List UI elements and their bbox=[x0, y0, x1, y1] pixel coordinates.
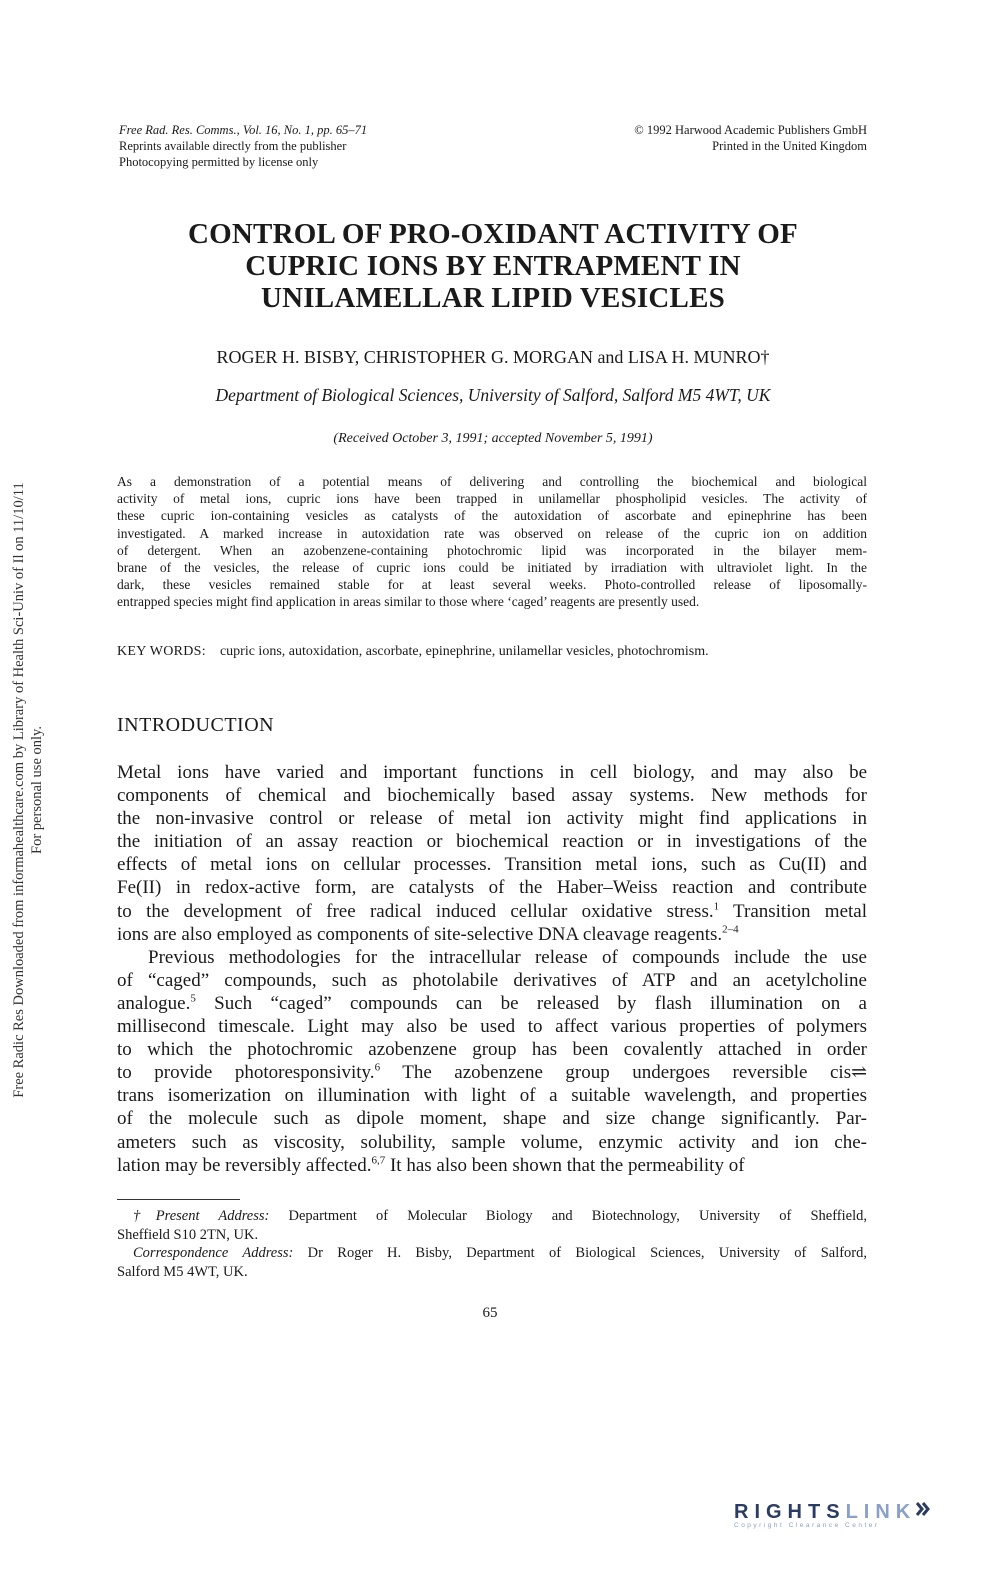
footnotes bbox=[117, 1207, 867, 1281]
abstract-line: these cupric ion-containing vesicles as catalysts of the autoxidation of ascorbate and epinephrine has been bbox=[117, 508, 867, 524]
rightslink-logo[interactable] bbox=[734, 1500, 974, 1540]
body-line: ameters such as viscosity, solubility, sample volume, enzymic activity and ion che- bbox=[117, 1131, 867, 1153]
running-header-right bbox=[520, 122, 867, 154]
body-line: trans isomerization on illumination with light of a suitable wavelength, and properties bbox=[117, 1085, 867, 1107]
received-dates: (Received October 3, 1991; accepted November 5, 1991) bbox=[333, 431, 653, 446]
citation-ref: 6,7 bbox=[371, 1154, 386, 1167]
body-line: to which the photochromic azobenzene group has been covalently attached in order bbox=[117, 1039, 867, 1061]
abstract-line: activity of metal ions, cupric ions have been trapped in unilamellar phospholipid vesicles. The activity of bbox=[117, 491, 867, 507]
rightslink-main: RIGHTS bbox=[734, 1501, 846, 1523]
reprints-note: Reprints available directly from the publisher bbox=[119, 139, 347, 153]
body-line: to the development of free radical induced cellular oxidative stress.$^1$ Transition metal bbox=[117, 900, 867, 922]
body-line: effects of metal ions on cellular processes. Transition metal ions, such as Cu(II) and bbox=[117, 854, 867, 876]
citation-ref: 1 bbox=[713, 900, 720, 913]
body-line: Metal ions have varied and important functions in cell biology, and may also be bbox=[117, 762, 867, 783]
title-line: CONTROL OF PRO-OXIDANT ACTIVITY OF bbox=[188, 218, 798, 250]
body-line: the initiation of an assay reaction or biochemical reaction or in investigations of the bbox=[117, 831, 867, 853]
abstract-line: brane of the vesicles, the release of cupric ions could be initiated by irradiation with ultraviolet light. In the bbox=[117, 560, 867, 576]
personal-use-notice: For personal use only. bbox=[29, 726, 45, 854]
footnote-label: †Present Address: bbox=[133, 1208, 270, 1224]
page-number: 65 bbox=[482, 1305, 498, 1321]
abstract-line: of detergent. When an azobenzene-containing photochromic lipid was incorporated in the bilayer mem- bbox=[117, 542, 867, 558]
footnote-line: Salford M5 4WT, UK. bbox=[117, 1263, 248, 1280]
rightslink-arrow-icon bbox=[912, 1500, 930, 1524]
body-line: the non-invasive control or release of metal ion activity might find applications in bbox=[117, 808, 867, 830]
affiliation: Department of Biological Sciences, University of Salford, Salford M5 4WT, UK bbox=[215, 385, 771, 405]
body-line: of “caged” compounds, such as photolabile derivatives of ATP and an acetylcholine bbox=[117, 969, 867, 991]
copyright-notice: © 1992 Harwood Academic Publishers GmbH bbox=[634, 123, 867, 137]
footnote-present-address: †Present Address: Department of Molecular Biology and Biotechnology, University of Sheffield, bbox=[133, 1208, 867, 1224]
printed-in-note: Printed in the United Kingdom bbox=[712, 139, 867, 153]
keywords-text: cupric ions, autoxidation, ascorbate, epinephrine, unilamellar vesicles, photochromism. bbox=[219, 644, 709, 659]
title-line: CUPRIC IONS BY ENTRAPMENT IN bbox=[245, 250, 741, 282]
body-line: millisecond timescale. Light may also be used to affect various properties of polymers bbox=[117, 1016, 867, 1038]
body-line: lation may be reversibly affected.$^{6,7}$ It has also been shown that the permeability of bbox=[117, 1154, 745, 1176]
section-heading: INTRODUCTION bbox=[117, 714, 275, 736]
photocopy-note: Photocopying permitted by license only bbox=[119, 155, 319, 169]
footnote-label: Correspondence Address: bbox=[133, 1245, 294, 1261]
body-line: Previous methodologies for the intracellular release of compounds include the use bbox=[148, 946, 867, 968]
abstract-line: investigated. A marked increase in autoxidation rate was observed on release of the cupric ion on addition bbox=[117, 525, 867, 541]
abstract-line: dark, these vesicles remained stable for at least several weeks. Photo-controlled release of liposomally- bbox=[117, 577, 867, 593]
article-title bbox=[100, 218, 886, 314]
keywords bbox=[117, 643, 867, 661]
abstract-line: As a demonstration of a potential means of delivering and controlling the biochemical and biological bbox=[117, 474, 867, 489]
rightslink-link: LINK bbox=[845, 1501, 917, 1523]
body-line: ions are also employed as components of site-selective DNA cleavage reagents.$^{2-4}$ bbox=[117, 923, 739, 945]
citation-ref: 5 bbox=[190, 992, 196, 1005]
footnote-correspondence: Correspondence Address: Dr Roger H. Bisby, Department of Biological Sciences, University of Salford, bbox=[133, 1245, 868, 1261]
title-line: UNILAMELLAR LIPID VESICLES bbox=[261, 282, 725, 314]
body-line: of the molecule such as dipole moment, shape and size change significantly. Par- bbox=[117, 1108, 867, 1130]
keywords-label: KEY WORDS: bbox=[117, 644, 206, 659]
body-line: analogue.$^5$ Such “caged” compounds can be released by flash illumination on a bbox=[117, 992, 867, 1014]
body-line: to provide photoresponsivity.$^6$ The azobenzene group undergoes reversible cis⇌ bbox=[117, 1061, 868, 1084]
body-line: components of chemical and biochemically based assay systems. New methods for bbox=[117, 785, 867, 807]
abstract bbox=[117, 473, 867, 611]
footnote-divider bbox=[117, 1199, 240, 1200]
introduction-body bbox=[117, 761, 867, 1177]
footnote-line: Sheffield S10 2TN, UK. bbox=[117, 1226, 259, 1243]
download-watermark bbox=[10, 440, 50, 1140]
download-notice: Free Radic Res Downloaded from informahealthcare.com by Library of Health Sci-Univ of Il on 11/10/11 bbox=[11, 482, 27, 1098]
author-list: ROGER H. BISBY, CHRISTOPHER G. MORGAN and LISA H. MUNRO† bbox=[216, 347, 770, 367]
abstract-line: entrapped species might find application in areas similar to those where ‘caged’ reagents are presently used. bbox=[117, 594, 700, 610]
running-header-left bbox=[119, 122, 539, 170]
citation-ref: 2–4 bbox=[722, 923, 739, 936]
journal-citation: Free Rad. Res. Comms., Vol. 16, No. 1, pp. 65–71 bbox=[119, 123, 368, 137]
body-line: Fe(II) in redox-active form, are catalysts of the Haber–Weiss reaction and contribute bbox=[117, 877, 867, 899]
citation-ref: 6 bbox=[374, 1061, 381, 1074]
rightslink-subtitle: Copyright Clearance Center bbox=[734, 1522, 880, 1529]
